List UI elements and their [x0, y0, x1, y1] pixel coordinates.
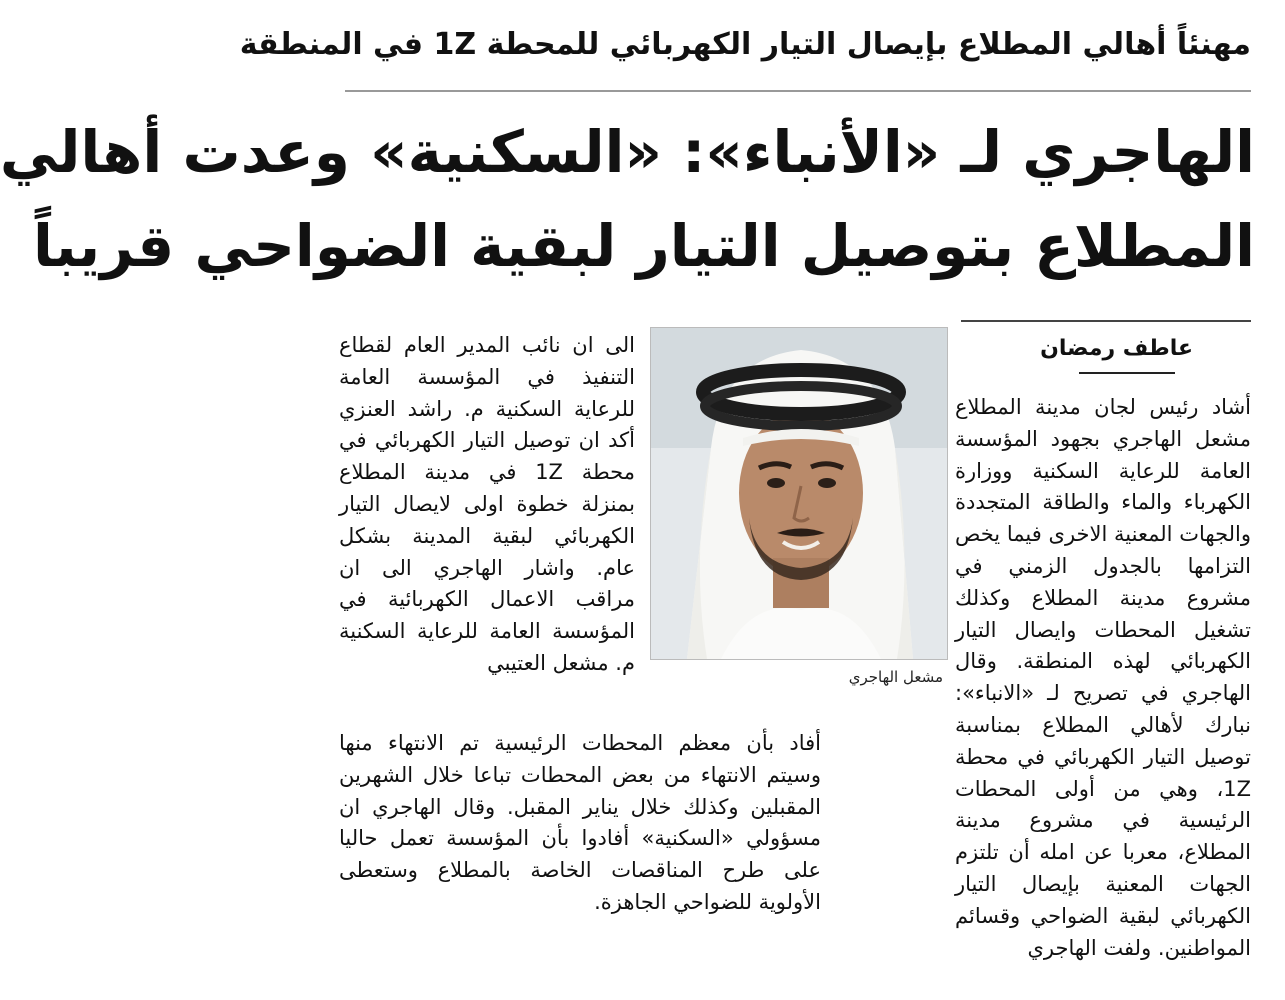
- photo-caption: مشعل الهاجري: [848, 668, 943, 686]
- portrait-illustration: [651, 328, 947, 659]
- kicker-headline: مهنئاً أهالي المطلاع بإيصال التيار الكهربائي للمحطة 1Z في المنطقة: [239, 27, 1251, 62]
- body-paragraph: أشاد رئيس لجان مدينة المطلاع مشعل الهاجري بجهود المؤسسة العامة للرعاية السكنية ووزارة الكهرباء والماء والطاقة المتجددة والجهات المعنية الاخرى فيما يخص التزامها بالجدول الزمني في مشروع مدينة المطلاع وكذلك تشغيل المحطات وايصال التيار الكهربائي لهذه المنطقة. وقال الهاجري في تصريح لـ «الانباء»: نبارك لأهالي المطلاع بمناسبة توصيل التيار الكهربائي في محطة 1Z، وهي من أولى المحطات الرئيسية في مشروع مدينة المطلاع، معربا عن امله أن تلتزم الجهات المعنية بإيصال التيار الكهربائي لبقية الضواحي وقسائم المواطنين. ولفت الهاجري: [955, 395, 1251, 960]
- article-body-right-column: [955, 392, 1251, 972]
- top-divider: [345, 90, 1251, 92]
- article-body-bottom-block: [339, 728, 821, 968]
- article-body-left-column: [339, 330, 635, 730]
- byline-underline: [1079, 372, 1175, 374]
- byline-divider: [961, 320, 1251, 322]
- portrait-photo: [650, 327, 948, 660]
- byline: عاطف رمضان: [1040, 336, 1193, 361]
- body-paragraph: الى ان نائب المدير العام لقطاع التنفيذ في المؤسسة العامة للرعاية السكنية م. راشد العنزي أكد ان توصيل التيار الكهربائي في محطة 1Z في مدينة المطلاع بمنزلة خطوة اولى لايصال التيار الكهربائي لبقية المدينة بشكل عام. واشار الهاجري الى ان مراقب الاعمال الكهربائية في المؤسسة العامة للرعاية السكنية م. مشعل العتيبي: [339, 333, 635, 675]
- headline-line-2: المطلاع بتوصيل التيار لبقية الضواحي قريباً: [32, 212, 1255, 280]
- body-paragraph: أفاد بأن معظم المحطات الرئيسية تم الانتهاء منها وسيتم الانتهاء من بعض المحطات تباعا خلال الشهرين المقبلين وكذلك خلال يناير المقبل. وقال الهاجري ان مسؤولي «السكنية» أفادوا بأن المؤسسة تعمل حاليا على طرح المناقصات الخاصة بالمطلاع وستعطى الأولوية للضواحي الجاهزة.: [339, 731, 821, 914]
- headline-line-1: الهاجري لـ «الأنباء»: «السكنية» وعدت أهالي: [0, 118, 1255, 186]
